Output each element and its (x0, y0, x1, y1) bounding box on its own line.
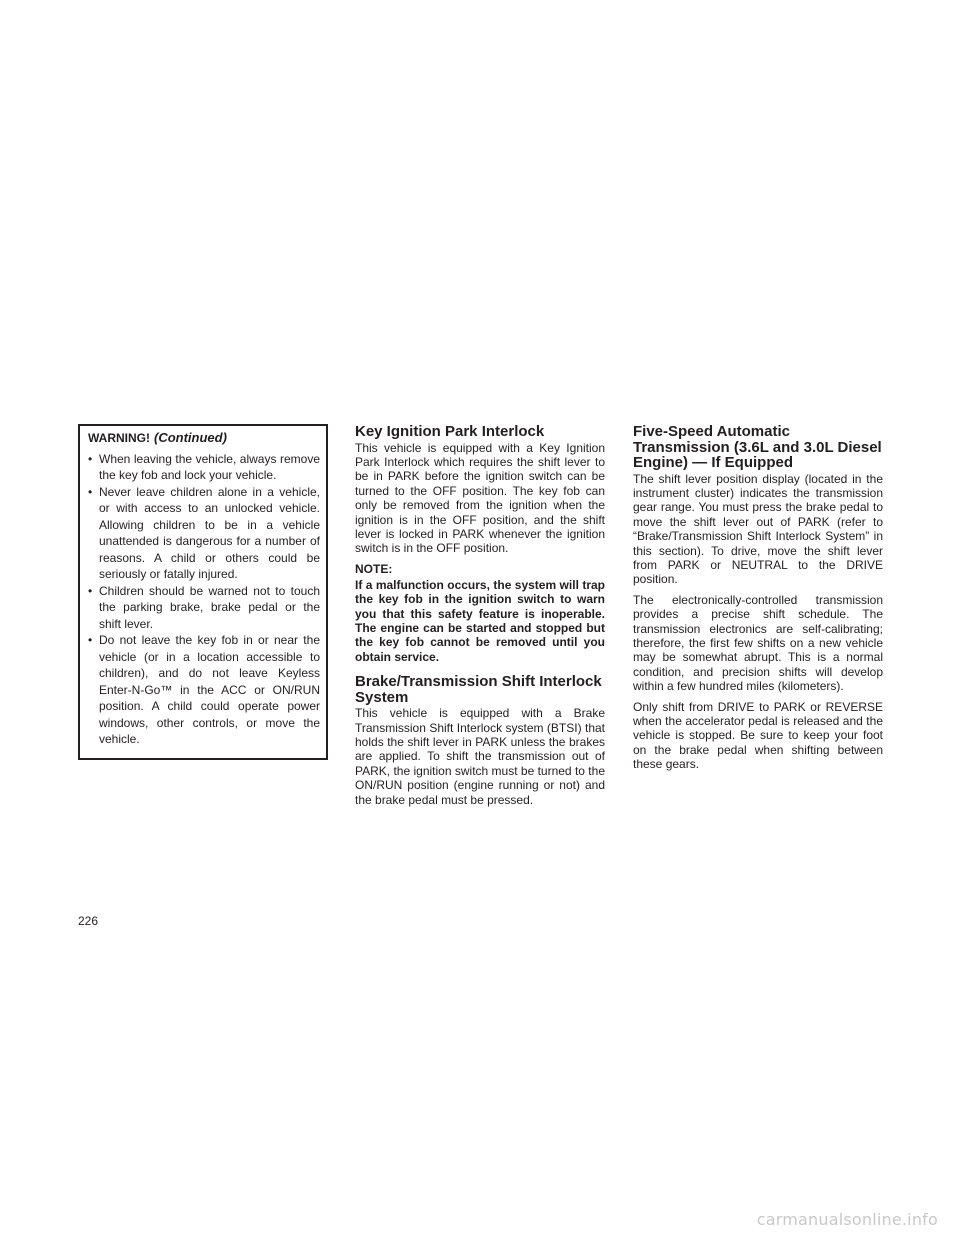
warning-label: WARNING! (88, 431, 150, 445)
warning-list (88, 451, 320, 748)
btsi-heading: Brake/Transmission Shift Interlock System (355, 673, 602, 706)
warning-item: • Never leave children alone in a vehicle, or with access to an unlocked vehicle. Allowing children to be in a vehicle unattended is dangerous for a number of reasons. A child or others could be seriously or fatally injured. (88, 484, 320, 583)
right-column (633, 424, 883, 778)
warning-continued: (Continued) (154, 430, 227, 445)
warning-item: • Children should be warned not to touch the parking brake, brake pedal or the shift lever. (88, 583, 320, 633)
key-ignition-body: This vehicle is equipped with a Key Ignition Park Interlock which requires the shift lever to be in PARK before the ignition switch can be turned to the OFF position. The key fob can only be removed from the ignition when the ignition is in the OFF position, and the shift lever is locked in PARK whenever the ignition switch is in the OFF position. (355, 440, 605, 556)
five-speed-paragraph-3: Only shift from DRIVE to PARK or REVERSE when the accelerator pedal is released and the vehicle is stopped. Be sure to keep your foot on the brake pedal when shifting between these gears. (633, 699, 883, 772)
key-ignition-heading: Key Ignition Park Interlock (355, 423, 545, 440)
watermark: carmanualsonline.info (756, 1210, 938, 1229)
middle-column (355, 424, 605, 813)
five-speed-paragraph-1: The shift lever position display (located in the instrument cluster) indicates the transmission gear range. You must press the brake pedal to move the shift lever out of PARK (refer to “Brake/Transmission Shift Interlock System” in this section). To drive, move the shift lever from PARK or NEUTRAL to the DRIVE position. (633, 471, 883, 587)
five-speed-heading: Five-Speed Automatic Transmission (3.6L and 3.0L Diesel Engine) — If Equipped (633, 423, 882, 471)
btsi-body: This vehicle is equipped with a Brake Transmission Shift Interlock system (BTSI) that holds the shift lever in PARK unless the brakes are applied. To shift the transmission out of PARK, the ignition switch must be turned to the ON/RUN position (engine running or not) and the brake pedal must be pressed. (355, 706, 605, 807)
page-number: 226 (78, 914, 99, 928)
left-column (78, 424, 328, 760)
warning-heading (88, 430, 320, 447)
five-speed-paragraph-2: The electronically-controlled transmission provides a precise shift schedule. The transmission electronics are self-calibrating; therefore, the first few shifts on a new vehicle may be somewhat abrupt. This is a normal condition, and precision shifts will develop within a few hundred miles (kilometers). (633, 592, 883, 694)
note-body: If a malfunction occurs, the system will trap the key fob in the ignition switch to warn you that this safety feature is inoperable. The engine can be started and stopped but the key fob cannot be removed until you obtain service. (355, 577, 605, 664)
warning-item: • Do not leave the key fob in or near the vehicle (or in a location accessible to children), and do not leave Keyless Enter-N-Go™ in the ACC or ON/RUN position. A child could operate power windows, other controls, or move the vehicle. (88, 632, 320, 748)
note-label: NOTE: (355, 561, 393, 576)
warning-item: • When leaving the vehicle, always remove the key fob and lock your vehicle. (88, 451, 320, 484)
warning-box (78, 424, 328, 760)
